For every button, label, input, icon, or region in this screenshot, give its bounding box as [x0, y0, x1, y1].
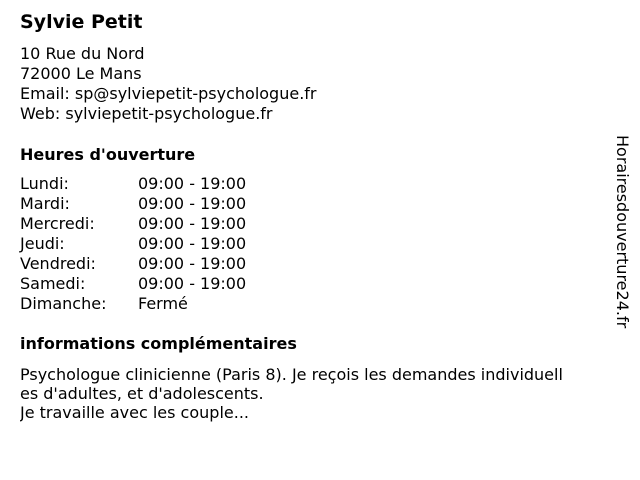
hours-row-saturday: [20, 274, 246, 294]
hours-row-monday: [20, 174, 246, 194]
hours-row-sunday: [20, 294, 246, 314]
street-address: 10 Rue du Nord: [20, 44, 145, 63]
day-label: Lundi:: [20, 174, 69, 193]
day-label: Mercredi:: [20, 214, 95, 233]
hours-row-thursday: [20, 234, 246, 254]
info-line: es d'adultes, et d'adolescents.: [20, 384, 264, 403]
time-range: 09:00 - 19:00: [138, 254, 247, 273]
time-range: 09:00 - 19:00: [138, 214, 247, 233]
web-line: Web: sylviepetit-psychologue.fr: [20, 104, 273, 123]
site-watermark: Horairesdouverture24.fr: [613, 135, 632, 329]
time-range: 09:00 - 19:00: [138, 274, 247, 293]
hours-row-tuesday: [20, 194, 246, 214]
time-range: 09:00 - 19:00: [138, 234, 247, 253]
email-line: Email: sp@sylviepetit-psychologue.fr: [20, 84, 317, 103]
city-address: 72000 Le Mans: [20, 64, 142, 83]
day-label: Vendredi:: [20, 254, 96, 273]
hours-heading: Heures d'ouverture: [20, 145, 196, 164]
opening-hours-list: [20, 174, 246, 314]
day-label: Mardi:: [20, 194, 70, 213]
day-label: Jeudi:: [20, 234, 65, 253]
time-range: 09:00 - 19:00: [138, 194, 247, 213]
contact-block: [20, 44, 317, 124]
info-heading: informations complémentaires: [20, 334, 297, 353]
time-range: Fermé: [138, 294, 188, 313]
info-description: [20, 365, 620, 422]
hours-row-wednesday: [20, 214, 246, 234]
time-range: 09:00 - 19:00: [138, 174, 247, 193]
hours-row-friday: [20, 254, 246, 274]
day-label: Samedi:: [20, 274, 86, 293]
business-name: Sylvie Petit: [20, 11, 143, 33]
day-label: Dimanche:: [20, 294, 107, 313]
info-line: Je travaille avec les couple...: [20, 403, 249, 422]
info-line: Psychologue clinicienne (Paris 8). Je reçois les demandes individuell: [20, 365, 563, 384]
